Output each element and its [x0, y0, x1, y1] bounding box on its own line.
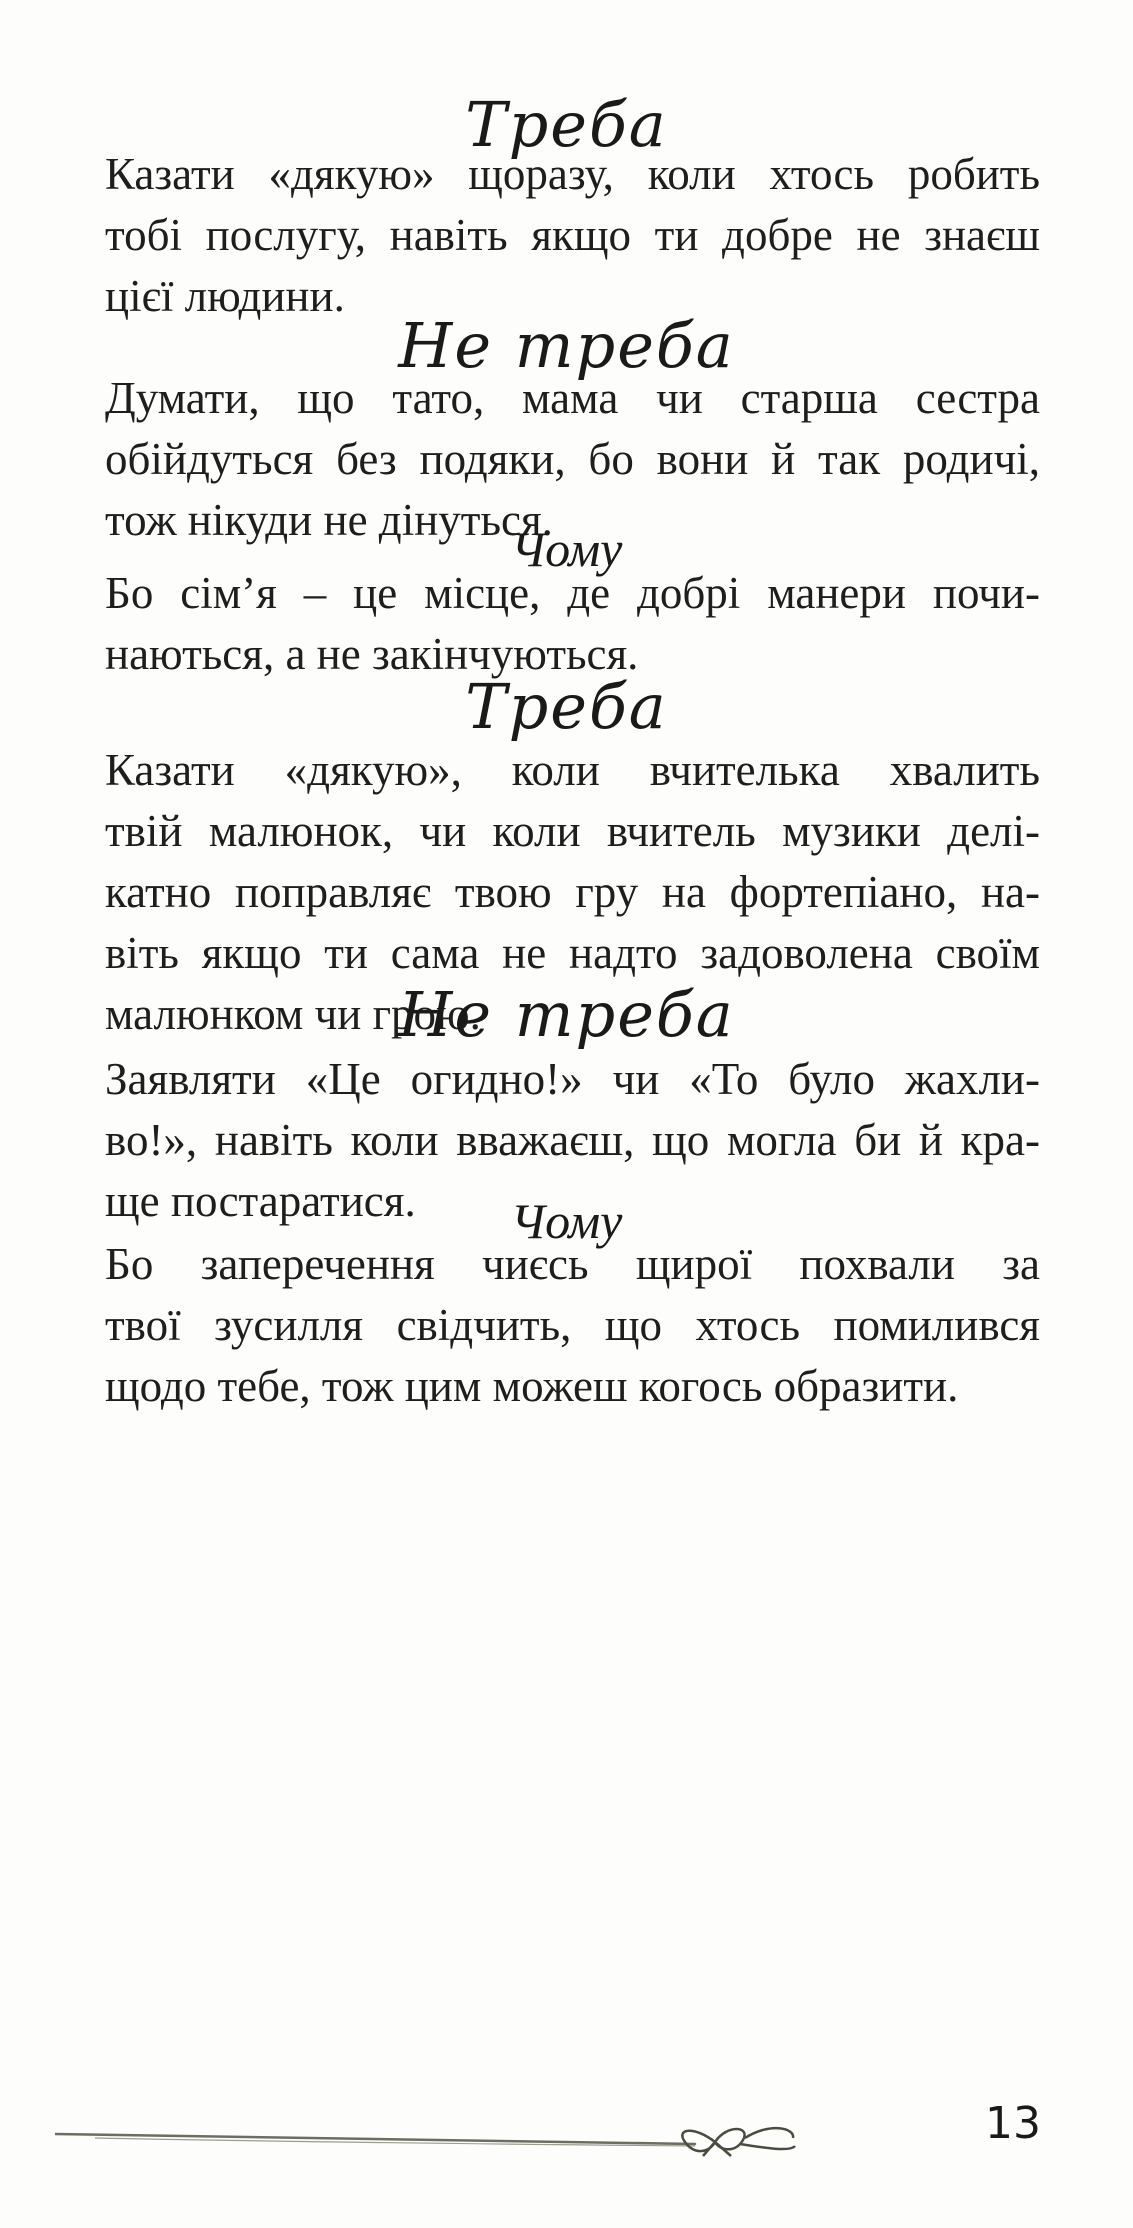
bow-icon	[682, 2128, 795, 2156]
text-line: ще постаратися.	[105, 1176, 416, 1226]
text-line: тож нікуди не дінуться.	[105, 495, 553, 545]
text-line: твої зусилля свідчить, що хтось помилився	[105, 1300, 1040, 1350]
paragraph-chomu-2	[105, 1234, 1040, 1417]
text-line: во!», навіть коли вважаєш, що могла би й кра-	[105, 1115, 1040, 1165]
heading-chomu-2: Чому	[510, 1193, 623, 1249]
paragraph-treba-1	[105, 144, 1040, 327]
text-line: Заявляти «Це огидно!» чи «То було жахли-	[105, 1054, 1040, 1104]
text-line: Думати, що тато, мама чи старша сестра	[105, 373, 1040, 423]
text-line: Бо сім’я – це місце, де добрі манери почи-	[105, 568, 1040, 618]
text-line: Казати «дякую», коли вчителька хвалить	[105, 745, 1040, 795]
text-line: наються, а не закінчуються.	[105, 629, 639, 679]
paragraph-chomu-1	[105, 563, 1040, 685]
heading-treba-1: Треба	[465, 88, 668, 161]
text-line: Бо заперечення чиєсь щирої похвали за	[105, 1239, 1040, 1289]
heading-chomu-1: Чому	[510, 521, 623, 577]
text-line: віть якщо ти сама не надто задоволена своїм	[105, 928, 1040, 978]
heading-treba-2: Треба	[465, 670, 668, 743]
text-line: твій малюнок, чи коли вчитель музики делі-	[105, 806, 1040, 856]
heading-ne-treba-1: Не треба	[398, 309, 735, 382]
text-line: катно поправляє твою гру на фортепіано, на-	[105, 867, 1040, 917]
page-number: 13	[985, 2098, 1041, 2149]
text-line: цієї людини.	[105, 271, 345, 321]
text-line: обійдуться без подяки, бо вони й так родичі,	[105, 434, 1040, 484]
text-line: малюнком чи грою.	[105, 989, 481, 1039]
text-line: щодо тебе, тож цим можеш когось образити.	[105, 1361, 959, 1411]
footer-ribbon-ornament	[55, 2118, 845, 2158]
heading-ne-treba-2: Не треба	[398, 978, 735, 1051]
text-line: Казати «дякую» щоразу, коли хтось робить	[105, 149, 1040, 199]
text-line: тобі послугу, навіть якщо ти добре не знаєш	[105, 210, 1040, 260]
